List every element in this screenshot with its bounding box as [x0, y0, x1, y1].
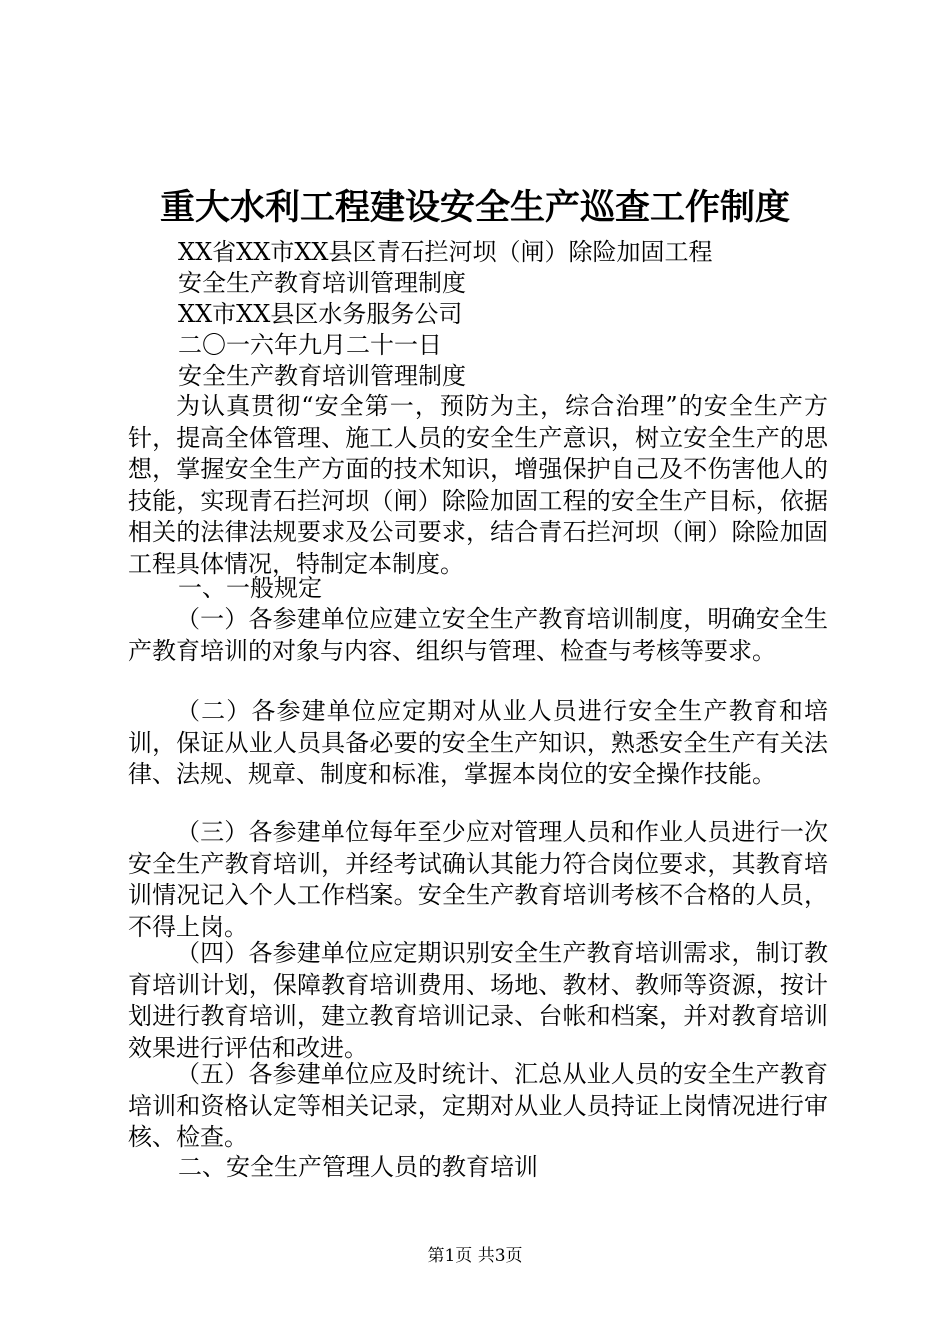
date-line: 二〇一六年九月二十一日	[178, 331, 442, 359]
clause-paragraph-2: （二）各参建单位应定期对从业人员进行安全生产教育和培训，保证从业人员具备必要的安全生产知识，熟悉安全生产有关法律、法规、规章、制度和标准，掌握本岗位的安全操作技能。	[128, 697, 828, 788]
section-heading-general: 一、一般规定	[178, 574, 322, 602]
company-name-line: XX市XX县区水务服务公司	[178, 300, 463, 328]
clause-paragraph-5: （五）各参建单位应及时统计、汇总从业人员的安全生产教育培训和资格认定等相关记录，定期对从业人员持证上岗情况进行审核、检查。	[128, 1060, 828, 1151]
intro-paragraph: 为认真贯彻“安全第一，预防为主，综合治理”的安全生产方针，提高全体管理、施工人员的安全生产意识，树立安全生产的思想，掌握安全生产方面的技术知识，增强保护自己及不伤害他人的技能，实现青石拦河坝（闸）除险加固工程的安全生产目标，依据相关的法律法规要求及公司要求，结合青石拦河坝（闸）除险加固工程具体情况，特制定本制度。	[128, 392, 828, 578]
project-name-line: XX省XX市XX县区青石拦河坝（闸）除险加固工程	[178, 238, 713, 266]
regulation-name-line: 安全生产教育培训管理制度	[178, 269, 466, 297]
page-number-footer: 第1页 共3页	[427, 1246, 523, 1266]
clause-paragraph-3: （三）各参建单位每年至少应对管理人员和作业人员进行一次安全生产教育培训，并经考试确认其能力符合岗位要求，其教育培训情况记入个人工作档案。安全生产教育培训考核不合格的人员，不得上岗。	[128, 818, 828, 941]
clause-paragraph-1: （一）各参建单位应建立安全生产教育培训制度，明确安全生产教育培训的对象与内容、组织与管理、检查与考核等要求。	[128, 605, 828, 665]
clause-paragraph-4: （四）各参建单位应定期识别安全生产教育培训需求，制订教育培训计划，保障教育培训费用、场地、教材、教师等资源，按计划进行教育培训，建立教育培训记录、台帐和档案，并对教育培训效果进行评估和改进。	[128, 939, 828, 1062]
section-heading-safety-managers: 二、安全生产管理人员的教育培训	[178, 1153, 538, 1181]
regulation-subtitle-line: 安全生产教育培训管理制度	[178, 362, 466, 390]
document-title: 重大水利工程建设安全生产巡查工作制度	[159, 187, 790, 228]
